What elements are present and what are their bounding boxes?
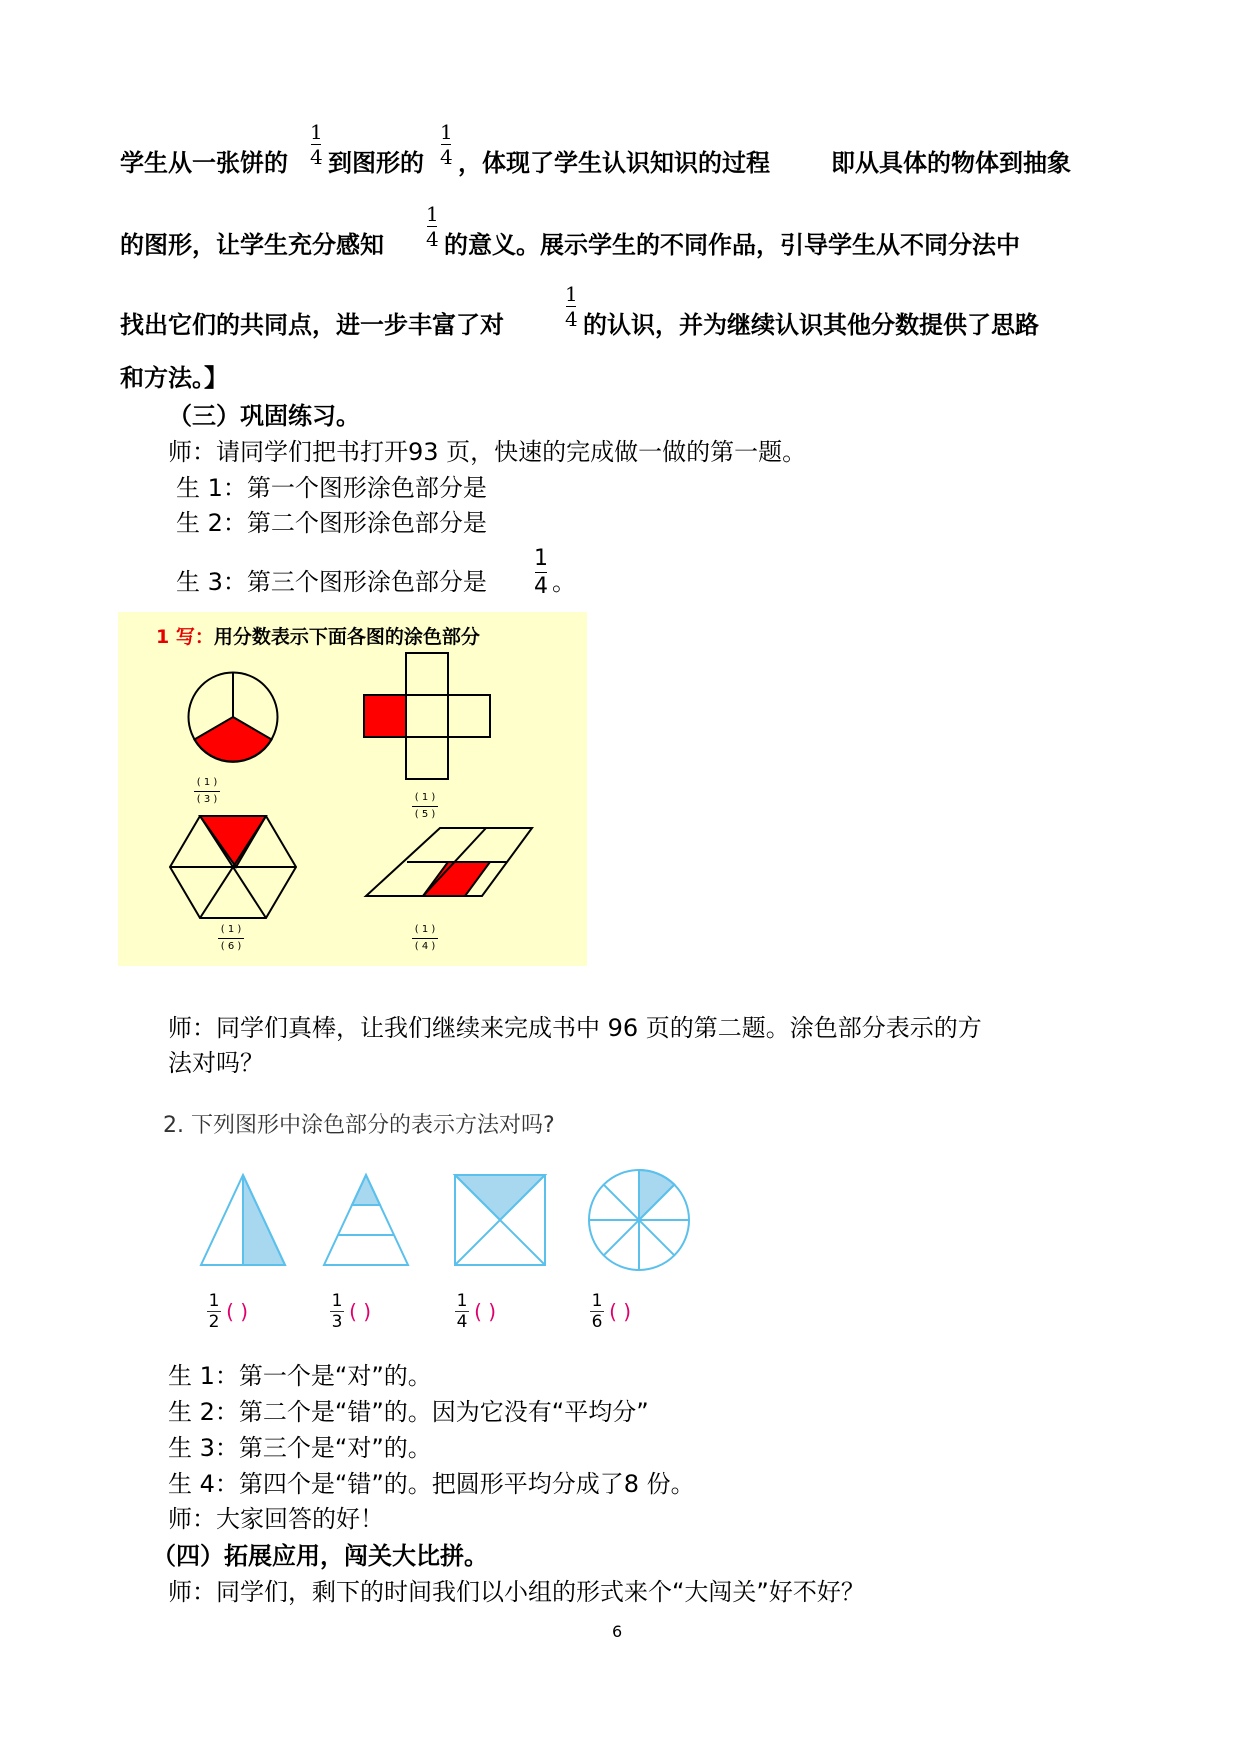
figure2-title: 2. 下列图形中涂色部分的表示方法对吗? (163, 1113, 555, 1138)
hexagon-sixths-shape (170, 816, 296, 918)
paragraph-line2-a: 的图形，让学生充分感知 (120, 230, 384, 259)
square-quarters-shape (455, 1175, 545, 1265)
fraction-quarter: 1 4 (440, 120, 453, 169)
teacher-line: 师：请同学们把书打开93 页，快速的完成做一做的第一题。 (168, 438, 807, 466)
section3-heading: （三）巩固练习。 (168, 401, 360, 430)
figure1-title-number: 1 写： (156, 626, 214, 648)
figure1-label-2: ( 1 ) ( 5 ) (408, 792, 442, 821)
page-number: 6 (612, 1622, 623, 1641)
figure1-label-3: ( 1 ) ( 6 ) (216, 924, 246, 953)
circle-eighths-shape (589, 1170, 689, 1270)
paragraph-line3-b: 的认识，并为继续认识其他分数提供了思路 (583, 310, 1039, 339)
fraction-quarter: 1 4 (310, 120, 323, 169)
figure-fraction-exercise-2 (155, 1092, 700, 1348)
paragraph-line1-d: 即从具体的物体到抽象 (831, 148, 1071, 177)
paragraph-line3-a: 找出它们的共同点，进一步丰富了对 (120, 310, 504, 339)
answer-line-3: 生 3：第三个是“对”的。 (168, 1434, 432, 1462)
student1-line: 生 1：第一个图形涂色部分是 (176, 474, 487, 502)
section4-heading: （四）拓展应用，闯关大比拼。 (152, 1541, 488, 1570)
figure2-label-3: $\frac{1}{4}$ ( ) (456, 1291, 497, 1332)
fraction-quarter: 1 4 (426, 202, 439, 251)
section4-teacher-line: 师：同学们，剩下的时间我们以小组的形式来个“大闯关”好不好？ (168, 1578, 865, 1606)
fraction-quarter: 1 4 (565, 282, 578, 331)
figure2-label-1: $\frac{1}{2}$ ( ) (208, 1291, 249, 1332)
paragraph-line1-b: 到图形的 (328, 148, 424, 177)
teacher-praise-line: 师：大家回答的好！ (168, 1505, 384, 1533)
paragraph-line1-a: 学生从一张饼的 (120, 148, 288, 177)
teacher2-line1: 师：同学们真棒，让我们继续来完成书中 96 页的第二题。涂色部分表示的方 (168, 1014, 982, 1042)
fraction-quarter: 1 4 (534, 546, 548, 599)
figure2-label-2: $\frac{1}{3}$ ( ) (331, 1291, 372, 1332)
figure1-title-text: 用分数表示下面各图的涂色部分 (213, 626, 480, 648)
teacher2-line2: 法对吗？ (168, 1049, 264, 1077)
student2-line: 生 2：第二个图形涂色部分是 (176, 509, 487, 537)
answer-line-1: 生 1：第一个是“对”的。 (168, 1362, 432, 1390)
triangle-bands-shape (324, 1175, 408, 1265)
parallelogram-quarters-shape (366, 828, 532, 896)
paragraph-line2-b: 的意义。展示学生的不同作品，引导学生从不同分法中 (444, 230, 1020, 259)
figure1-label-4: ( 1 ) ( 4 ) (408, 924, 442, 953)
figure1-shapes (118, 612, 587, 966)
figure1-label-1: ( 1 ) ( 3 ) (192, 777, 222, 806)
figure-fraction-exercise-1 (118, 612, 587, 966)
student3-line: 生 3：第三个图形涂色部分是 (176, 568, 487, 596)
student3-period: 。 (552, 568, 576, 596)
answer-line-2: 生 2：第二个是“错”的。因为它没有“平均分” (168, 1398, 649, 1426)
triangle-halves-shape (201, 1175, 285, 1265)
circle-thirds-shape (189, 673, 278, 762)
answer-line-4: 生 4：第四个是“错”的。把圆形平均分成了8 份。 (168, 1470, 695, 1498)
figure2-label-4: $\frac{1}{6}$ ( ) (591, 1291, 632, 1332)
paragraph-line1-c: ，体现了学生认识知识的过程 (458, 148, 770, 177)
cross-squares-shape (364, 653, 490, 779)
paragraph-line4: 和方法。】 (120, 363, 228, 392)
